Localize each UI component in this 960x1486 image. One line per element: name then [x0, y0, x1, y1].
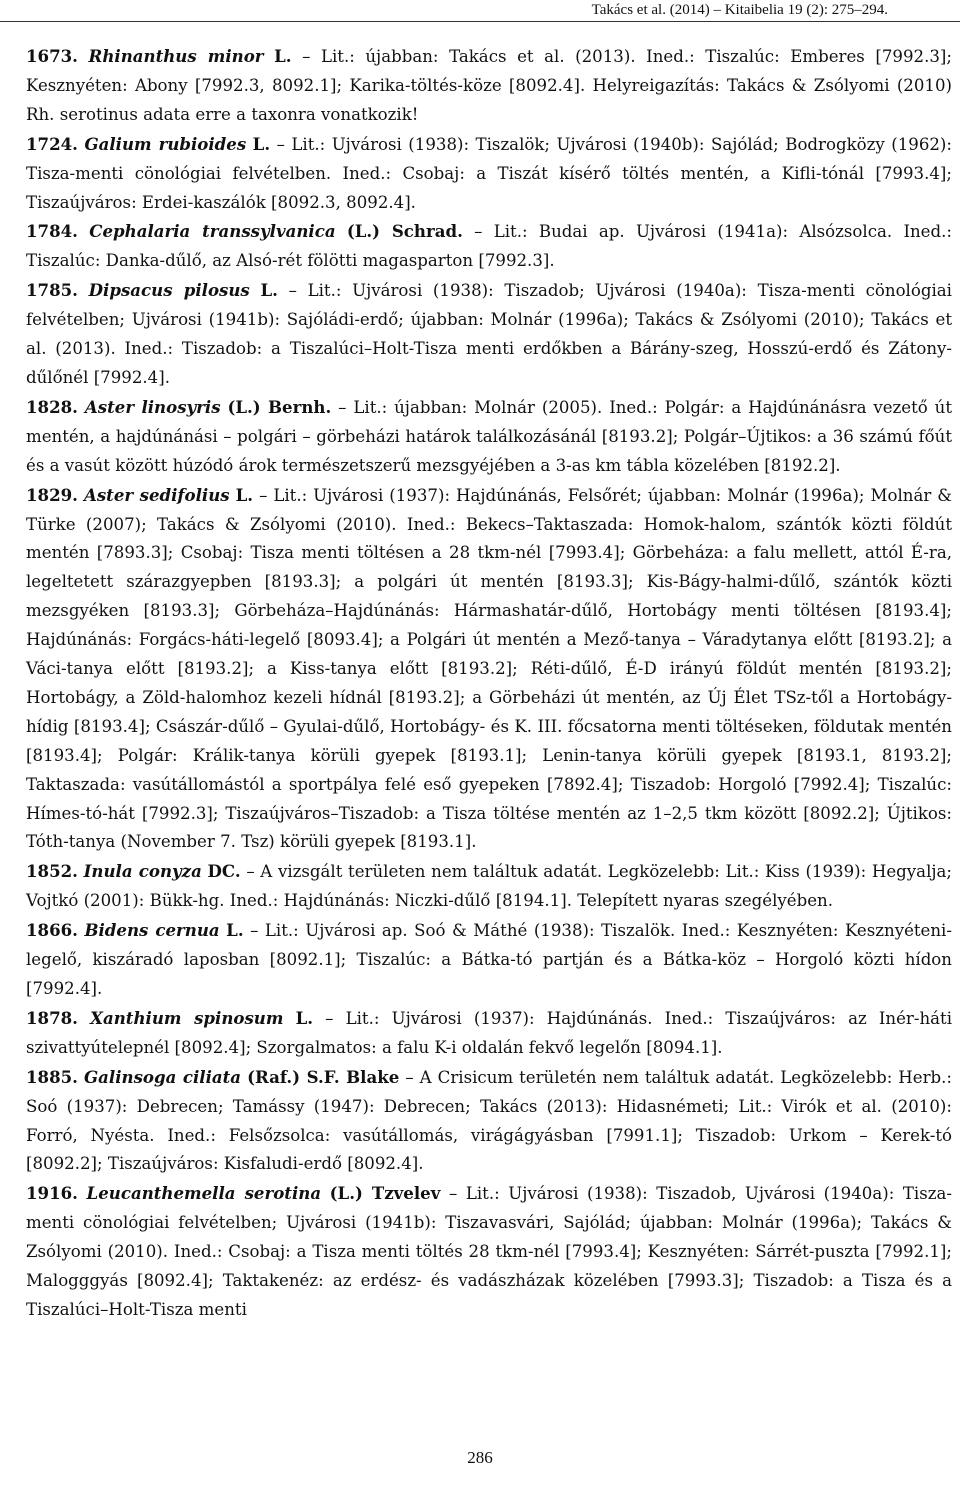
entry-number: 1673.: [26, 46, 78, 66]
taxon-name: Bidens cernua: [84, 920, 220, 941]
entry-text: – Lit.: Ujvárosi (1937): Hajdúnánás, Felsőrét; újabban: Molnár (1996a); Molnár & Türke (2007); Takács & Zsólyomi (2010). Ined.: Bekecs–Taktaszada: Homok-halom, szántók közti földút mentén [7893.3]; Csobaj: Tisza menti töltésen a 28 tkm-nél [7993.4]; Görbeháza: a falu mellett, attól É-ra, legeltetett szárazgyepben [8193.3]; a polgári út mentén [8193.3]; Kis-Bágy-halmi-dűlő, szántók közti mezsgyéken [8193.3]; Görbeháza–Hajdúnánás: Hármashatár-dűlő, Hortobágy menti töltésen [8193.4]; Hajdúnánás: Forgács-háti-legelő [8093.4]; a Polgári út mentén a Mező-tanya – Váradytanya előtt [8193.2]; a Váci-tanya előtt [8193.2]; a Kiss-tanya előtt [8193.2]; Réti-dűlő, É-D irányú földút mentén [8193.2]; Hortobágy, a Zöld-halomhoz kezeli hídnál [8193.2]; a Görbeházi út mentén, az Új Élet TSz-től a Hortobágy-hídig [8193.4]; Császár-dűlő – Gyulai-dűlő, Hortobágy- és K. III. főcsatorna menti töltéseken, földutak mentén [8193.4]; Polgár: Králik-tanya körüli gyepek [8193.1]; Lenin-tanya körüli gyepek [8193.1, 8193.2]; Taktaszada: vasútállomástól a sportpálya felé eső gyepeken [7892.4]; Tiszadob: Horgoló [7992.4]; Tiszalúc: Hímes-tó-hát [7992.3]; Tiszaújváros–Tiszadob: a Tisza töltése mentén az 1–2,5 tkm között [8092.2]; Újtikos: Tóth-tanya (November 7. Tsz) körüli gyepek [8193.1].: [26, 485, 953, 852]
entry-number: 1785.: [26, 280, 78, 301]
taxon-author: (Raf.) S.F. Blake: [247, 1066, 400, 1087]
running-title: Takács et al. (2014) – Kitaibelia 19 (2): 275–294.: [591, 2, 888, 18]
taxon-name: Galinsoga ciliata: [84, 1066, 242, 1087]
entry-number: 1878.: [26, 1007, 78, 1028]
species-entry: [26, 1063, 952, 1180]
entry-text: – Lit.: Ujvárosi (1938): Tiszadob; Ujvárosi (1940a): Tisza-menti cönológiai felvételben; Ujvárosi (1941b): Sajóládi-erdő; újabban: Molnár (1996a); Takács & Zsólyomi (2010); Takács et al. (2013). Ined.: Tiszadob: a Tiszalúci–Holt-Tisza menti erdőkben a Bárány-szeg, Hosszú-erdő és Zátony-dűlőnél [7992.4].: [26, 281, 952, 387]
entry-number: 1828.: [26, 396, 78, 417]
taxon-author: L.: [295, 1007, 314, 1028]
taxon-name: Inula conyza: [83, 861, 202, 882]
page-number: [0, 1448, 960, 1468]
entry-text: – A Crisicum területén nem találtuk adatát. Legközelebb: Herb.: Soó (1937): Debrecen; Tamássy (1947): Debrecen; Takács (2013): Hidasnémeti; Lit.: Virók et al. (2010): Forró, Nyésta. Ined.: Felsőzsolca: vasútállomás, virágágyásban [7991.1]; Tiszadob: Urkom – Kerek-tó [8092.2]; Tiszaújváros: Kisfaludi-erdő [8092.4].: [26, 1067, 953, 1174]
taxon-name: Aster sedifolius: [83, 484, 230, 505]
species-entry: [26, 130, 952, 218]
entry-number: 1916.: [26, 1183, 78, 1204]
entry-text: – Lit.: Ujvárosi (1937): Hajdúnánás. Ined.: Tiszaújváros: az Inér-háti szivattyútelepnél [8092.4]; Szorgalmatos: a falu K-i oldalán fekvő legelőn [8094.1].: [26, 1008, 953, 1057]
entry-number: 1829.: [26, 484, 78, 505]
entry-number: 1866.: [26, 920, 78, 941]
taxon-author: L.: [235, 484, 254, 505]
taxon-author: L.: [274, 46, 292, 66]
taxon-author: L.: [252, 133, 271, 154]
species-entry: [26, 217, 952, 276]
species-entry: [26, 276, 952, 393]
entry-text: – A vizsgált területen nem találtuk adatát. Legközelebb: Lit.: Kiss (1939): Hegyalja; Vojtkó (2001): Bükk-hg. Ined.: Hajdúnánás: Niczki-dűlő [8194.1]. Telepített nyaras szegélyében.: [26, 862, 953, 911]
entry-text: – Lit.: újabban: Molnár (2005). Ined.: Polgár: a Hajdúnánásra vezető út mentén, a hajdúnánási – polgári – görbeházi határok találkozásánál [8193.2]; Polgár–Újtikos: a 36 számú főút és a vasút között húzódó árok természetszerű mezsgyéjében a 3-as km tábla közelében [8192.2].: [26, 397, 953, 475]
taxon-name: Leucanthemella serotina: [86, 1183, 322, 1204]
species-entry: [26, 481, 952, 858]
species-entry: [26, 916, 952, 1004]
page-number-text: 286: [467, 1448, 493, 1467]
page-body: [26, 42, 952, 1325]
taxon-name: Rhinanthus minor: [88, 46, 264, 66]
entry-text: – Lit.: újabban: Takács et al. (2013). Ined.: Tiszalúc: Emberes [7992.3]; Kesznyéten: Abony [7992.3, 8092.1]; Karika-töltés-köze [8092.4]. Helyreigazítás: Takács & Zsólyomi (2010) Rh. serotinus adata erre a taxonra vonatkozik!: [26, 47, 952, 124]
entry-number: 1724.: [26, 133, 78, 154]
taxon-author: L.: [260, 280, 278, 301]
species-entry: [26, 1004, 952, 1063]
species-entry: [26, 393, 952, 481]
taxon-author: L.: [226, 920, 244, 941]
taxon-author: (L.) Tzvelev: [329, 1183, 441, 1204]
entry-text: – Lit.: Ujvárosi (1938): Tiszadob, Ujvárosi (1940a): Tisza-menti cönológiai felvételben; Ujvárosi (1941b): Tiszavasvári, Sajólád; újabban: Molnár (1996a); Takács & Zsólyomi (2010). Ined.: Csobaj: a Tisza menti töltés 28 tkm-nél [7993.4]; Kesznyéten: Sárrét-puszta [7992.1]; Malogggyás [8092.4]; Taktakenéz: az erdész- és vadászházak közelében [7993.3]; Tiszadob: a Tisza és a Tiszalúci–Holt-Tisza menti: [26, 1184, 952, 1319]
running-header: [0, 0, 960, 22]
taxon-name: Galium rubioides: [84, 133, 247, 154]
taxon-author: (L.) Bernh.: [227, 396, 332, 417]
entry-number: 1852.: [26, 861, 78, 882]
species-entry: [26, 1179, 952, 1325]
taxon-author: DC.: [207, 861, 241, 882]
taxon-name: Cephalaria transsylvanica: [89, 221, 336, 242]
species-entry: [26, 857, 952, 916]
species-entry: [26, 42, 952, 130]
taxon-name: Aster linosyris: [84, 396, 221, 417]
entry-number: 1885.: [26, 1066, 78, 1087]
entry-text: – Lit.: Ujvárosi (1938): Tiszalök; Ujvárosi (1940b): Sajólád; Bodrogközy (1962): Tisza-menti cönológiai felvételben. Ined.: Csobaj: a Tiszát kísérő töltés mentén, a Kifli-tónál [7993.4]; Tiszaújváros: Erdei-kaszálók [8092.3, 8092.4].: [26, 134, 953, 212]
entry-text: – Lit.: Ujvárosi ap. Soó & Máthé (1938): Tiszalök. Ined.: Kesznyéten: Kesznyéteni-legelő, kiszáradó laposban [8092.1]; Tiszalúc: a Bátka-tó partján és a Bátka-köz – Horgoló közti hídon [7992.4].: [26, 921, 952, 998]
taxon-author: (L.) Schrad.: [346, 221, 463, 242]
taxon-name: Dipsacus pilosus: [88, 280, 250, 301]
taxon-name: Xanthium spinosum: [90, 1007, 284, 1028]
entry-number: 1784.: [26, 221, 78, 242]
entry-text: – Lit.: Budai ap. Ujvárosi (1941a): Alsózsolca. Ined.: Tiszalúc: Danka-dűlő, az Alsó-rét fölötti magasparton [7992.3].: [26, 222, 952, 271]
